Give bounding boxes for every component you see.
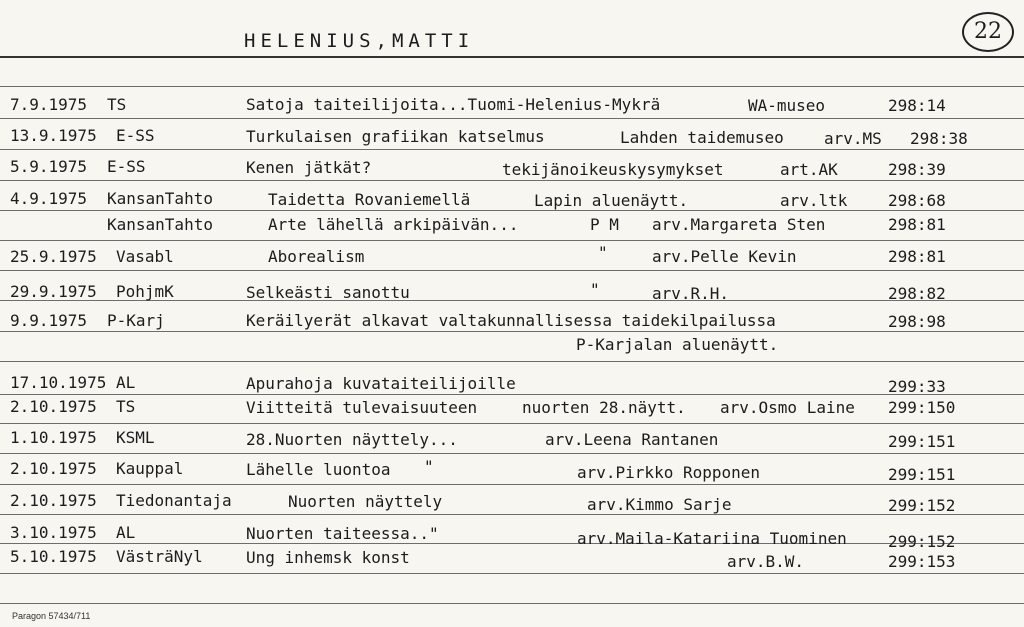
rule-line <box>0 484 1024 485</box>
entry-source: AL <box>116 523 136 542</box>
entry-title: Nuorten näyttely <box>288 492 443 511</box>
entry-ref: 299:152 <box>888 532 956 551</box>
entry-reviewer: arv.Osmo Laine <box>720 398 855 417</box>
entry-source: Vasabl <box>116 247 174 266</box>
entry-reviewer: arv.B.W. <box>727 552 805 571</box>
rule-line <box>0 394 1024 395</box>
entry-note: Lapin aluenäytt. <box>534 191 689 210</box>
entry-title: Ung inhemsk konst <box>246 548 410 567</box>
entry-source: PohjmK <box>116 282 174 301</box>
entry-date: 3.10.1975 <box>10 523 97 542</box>
entry-title: Keräilyerät alkavat valtakunnallisessa taidekilpailussa <box>246 311 776 330</box>
entry-date: 4.9.1975 <box>10 189 88 208</box>
entry-title: Nuorten taiteessa.." <box>246 524 439 543</box>
entry-source: Tiedonantaja <box>116 491 232 510</box>
entry-date: 29.9.1975 <box>10 282 97 301</box>
entry-ref: 298:81 <box>888 247 946 266</box>
entry-ref: 299:150 <box>888 398 956 417</box>
rule-line <box>0 543 1024 544</box>
entry-note: tekijänoikeuskysymykset <box>502 160 724 179</box>
entry-date: 17.10.1975 <box>10 373 107 392</box>
rule-line <box>0 603 1024 604</box>
printer-imprint: Paragon 57434/711 <box>12 611 91 621</box>
entry-date: 2.10.1975 <box>10 459 97 478</box>
rule-line <box>0 514 1024 515</box>
entry-title: Apurahoja kuvataiteilijoille <box>246 374 516 393</box>
entry-note: Lahden taidemuseo <box>620 128 784 147</box>
entry-reviewer: arv.Leena Rantanen <box>545 430 719 449</box>
entry-title: Arte lähellä arkipäivän... <box>268 215 519 234</box>
entry-date: 9.9.1975 <box>10 311 88 330</box>
entry-source: VästräNyl <box>116 547 203 566</box>
rule-line <box>0 423 1024 424</box>
entry-title: Kenen jätkät? <box>246 158 372 177</box>
entry-title: 28.Nuorten näyttely... <box>246 430 458 449</box>
entry-ref: 298:98 <box>888 312 946 331</box>
entry-source: TS <box>116 397 136 416</box>
entry-title: Turkulaisen grafiikan katselmus <box>246 127 545 146</box>
entry-reviewer: arv.Pelle Kevin <box>652 247 797 266</box>
entry-source: KansanTahto <box>107 189 213 208</box>
entry-source: KansanTahto <box>107 215 213 234</box>
entry-ref: 298:39 <box>888 160 946 179</box>
entry-title: Selkeästi sanottu <box>246 283 410 302</box>
entry-date: 25.9.1975 <box>10 247 97 266</box>
entry-date: 13.9.1975 <box>10 126 97 145</box>
entry-reviewer: arv.Pirkko Ropponen <box>577 463 761 482</box>
entry-ref: 299:151 <box>888 432 956 451</box>
entry-source: E-SS <box>116 126 155 145</box>
entry-source: P-Karj <box>107 311 165 330</box>
entry-reviewer: arv.Kimmo Sarje <box>587 495 732 514</box>
entry-ref: 299:152 <box>888 496 956 515</box>
entry-source: Kauppal <box>116 459 184 478</box>
rule-line <box>0 573 1024 574</box>
entry-title: Aborealism <box>268 247 365 266</box>
entry-date: 5.10.1975 <box>10 547 97 566</box>
entry-note: P M <box>590 215 619 234</box>
rule-line <box>0 331 1024 332</box>
entry-note: " <box>590 280 600 299</box>
entry-title: Lähelle luontoa <box>246 460 391 479</box>
entry-note: " <box>424 457 434 476</box>
entry-reviewer: arv.MS <box>824 129 882 148</box>
entry-note: " <box>598 243 608 262</box>
entry-date: 2.10.1975 <box>10 397 97 416</box>
entry-note: WA-museo <box>748 96 826 115</box>
entry-note: P-Karjalan aluenäytt. <box>576 335 779 354</box>
entry-source: AL <box>116 373 136 392</box>
rule-line <box>0 86 1024 87</box>
entry-date: 7.9.1975 <box>10 95 88 114</box>
entry-note: nuorten 28.näytt. <box>522 398 686 417</box>
entry-reviewer: arv.Margareta Sten <box>652 215 826 234</box>
entry-ref: 298:82 <box>888 284 946 303</box>
entry-source: TS <box>107 95 127 114</box>
entry-ref: 298:81 <box>888 215 946 234</box>
entry-ref: 298:68 <box>888 191 946 210</box>
entry-reviewer: arv.R.H. <box>652 284 730 303</box>
entry-ref: 299:151 <box>888 465 956 484</box>
card-number-badge: 22 <box>962 12 1014 52</box>
entry-reviewer: arv.Maila-Katariina Tuominen <box>577 529 847 548</box>
entry-source: E-SS <box>107 157 146 176</box>
entry-date: 1.10.1975 <box>10 428 97 447</box>
entry-date: 2.10.1975 <box>10 491 97 510</box>
rule-line <box>0 240 1024 241</box>
rule-line <box>0 56 1024 58</box>
entry-reviewer: art.AK <box>780 160 838 179</box>
entry-source: KSML <box>116 428 155 447</box>
entry-ref: 298:14 <box>888 96 946 115</box>
entry-ref: 299:33 <box>888 377 946 396</box>
card-title: HELENIUS,MATTI <box>244 30 475 52</box>
rule-line <box>0 118 1024 119</box>
entry-title: Viitteitä tulevaisuuteen <box>246 398 478 417</box>
entry-title: Taidetta Rovaniemellä <box>268 190 471 209</box>
rule-line <box>0 210 1024 211</box>
entry-title: Satoja taiteilijoita...Tuomi-Helenius-Mykrä <box>246 95 661 114</box>
entry-ref: 299:153 <box>888 552 956 571</box>
rule-line <box>0 361 1024 362</box>
rule-line <box>0 149 1024 150</box>
entry-date: 5.9.1975 <box>10 157 88 176</box>
rule-line <box>0 270 1024 271</box>
rule-line <box>0 180 1024 181</box>
rule-line <box>0 453 1024 454</box>
entry-reviewer: arv.ltk <box>780 191 848 210</box>
entry-ref: 298:38 <box>910 129 968 148</box>
